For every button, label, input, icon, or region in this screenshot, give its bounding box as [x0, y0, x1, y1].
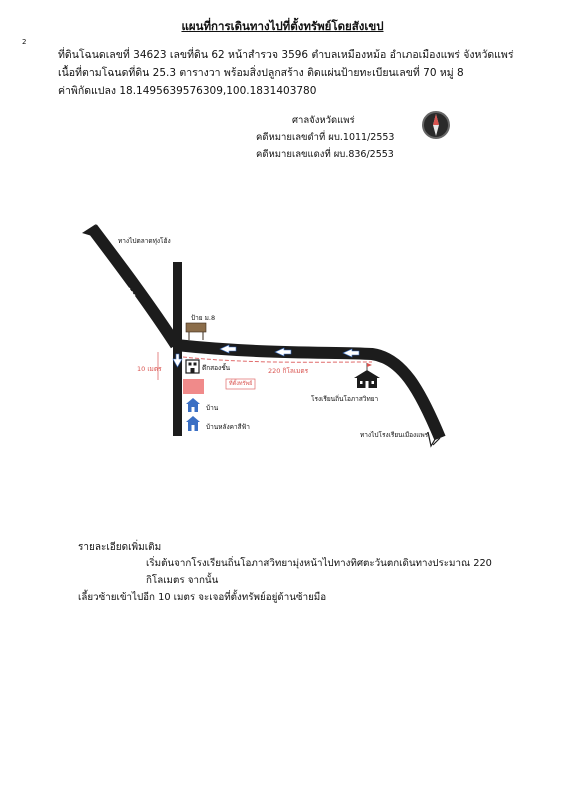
side-distance-label: 10 เมตร	[137, 365, 162, 373]
north-destination-label: ทางไปตลาดทุ่งโฮ้ง	[118, 237, 171, 245]
details-line-1: เริ่มต้นจากโรงเรียนถิ่นโอภาสวิทยามุ่งหน้าไปทางทิศตะวันตกเดินทางประมาณ 220 กิโลเมตร จากนั้น	[146, 558, 492, 586]
school-label: โรงเรียนถิ่นโอภาสวิทยา	[311, 395, 379, 403]
south-destination-label: ทางไปโรงเรียนเมืองแพร่	[360, 431, 429, 439]
area-info-line: เนื้อที่ตามโฉนดที่ดิน 25.3 ตารางวา พร้อมสิ่งปลูกสร้าง ติดแผ่นป้ายทะเบียนเลขที่ 70 หมู่ 8	[58, 67, 464, 79]
house-icon	[186, 398, 200, 412]
building-label: ตึกสองชั้น	[202, 364, 231, 372]
village-sign-icon	[186, 323, 206, 340]
deed-info-line: ที่ดินโฉนดเลขที่ 34623 เลขที่ดิน 62 หน้าสำรวจ 3596 ตำบลเหมืองหม้อ อำเภอเมืองแพร่ จังหวัดแพร่	[58, 49, 514, 61]
page-title: แผนที่การเดินทางไปที่ตั้งทรัพย์โดยสังเขป	[181, 19, 384, 33]
school-icon	[354, 363, 380, 388]
property-plot	[183, 379, 204, 394]
black-case-number: คดีหมายเลขดำที่ ผบ.1011/2553	[256, 132, 395, 143]
details-heading: รายละเอียดเพิ่มเติม	[78, 542, 162, 553]
coordinate-line: ค่าพิกัดแปลง 18.1495639576309,100.1831403780	[58, 85, 317, 97]
property-label: ที่ตั้งทรัพย์	[229, 381, 253, 387]
details-body	[78, 555, 528, 606]
red-case-number: คดีหมายเลขแดงที่ ผบ.836/2553	[256, 149, 394, 160]
village-sign-label: ป้าย ม.8	[191, 314, 216, 322]
details-line-2: เลี้ยวซ้ายเข้าไปอีก 10 เมตร จะเจอที่ตั้งทรัพย์อยู่ด้านซ้ายมือ	[78, 592, 327, 603]
house-icon	[186, 416, 200, 431]
court-name: ศาลจังหวัดแพร่	[292, 115, 355, 126]
main-distance-label: 220 กิโลเมตร	[268, 367, 309, 375]
building-icon	[186, 360, 199, 373]
house-label: บ้าน	[206, 404, 219, 412]
page-number: 2	[22, 38, 27, 46]
road-name-label: ถนน 101	[114, 274, 138, 301]
blue-roof-house-label: บ้านหลังคาสีฟ้า	[206, 423, 250, 431]
